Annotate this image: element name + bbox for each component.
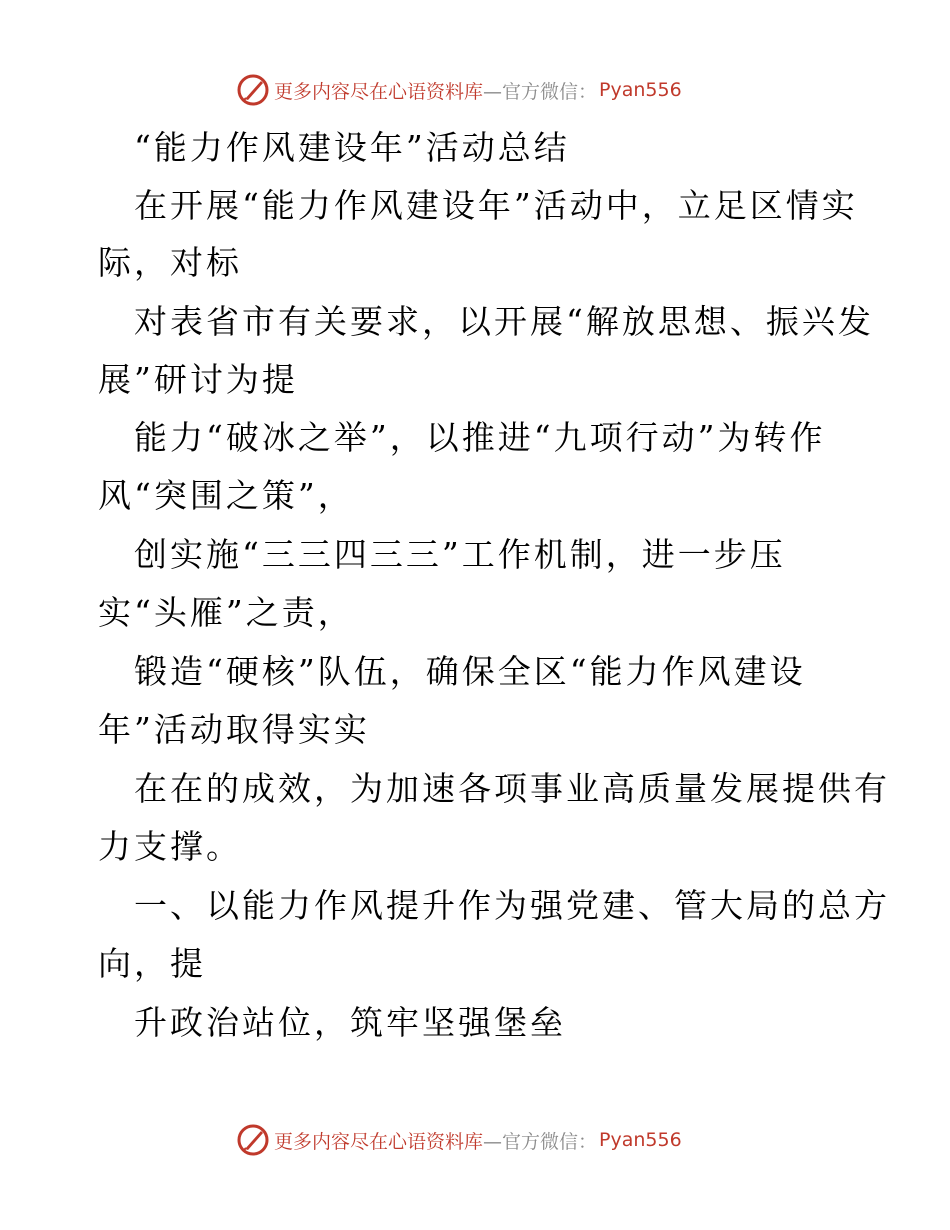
paragraph-line: 对表省市有关要求，以开展“解放思想、振兴发 [134,302,874,341]
paragraph-line: 锻造“硬核”队伍，确保全区“能力作风建设 [134,652,806,691]
paragraph-line: 风“突围之策”， [98,476,354,515]
page-title: “能力作风建设年”活动总结 [134,128,570,167]
footer-watermark [236,1122,682,1158]
paragraph-line: 力支撑。 [98,827,242,866]
paragraph-line: 在开展“能力作风建设年”活动中，立足区情实 [134,186,858,225]
paragraph-line: 向，提 [98,944,206,983]
paragraph-line: 展”研讨为提 [98,360,298,399]
quill-logo-icon [236,73,270,107]
quill-logo-icon [236,1123,270,1157]
paragraph-line: 际，对标 [98,243,242,282]
paragraph-line: 实“头雁”之责， [98,593,354,632]
watermark-wechat-id: Pyan556 [599,79,682,101]
paragraph-line: 能力“破冰之举”，以推进“九项行动”为转作 [134,418,826,457]
header-watermark [236,72,682,108]
paragraph-line: 一、以能力作风提升作为强党建、管大局的总方 [134,886,890,925]
paragraph-line: 在在的成效，为加速各项事业高质量发展提供有 [134,769,890,808]
paragraph-line: 年”活动取得实实 [98,710,370,749]
paragraph-line: 创实施“三三四三三”工作机制，进一步压 [134,535,786,574]
watermark-text: 更多内容尽在心语资料库 [274,1130,484,1153]
paragraph-line: 升政治站位，筑牢坚强堡垒 [134,1003,566,1042]
watermark-text: 更多内容尽在心语资料库 [274,80,484,103]
watermark-wechat-id: Pyan556 [599,1129,682,1151]
watermark-separator: —官方微信： [483,1130,598,1153]
watermark-separator: —官方微信： [483,80,598,103]
